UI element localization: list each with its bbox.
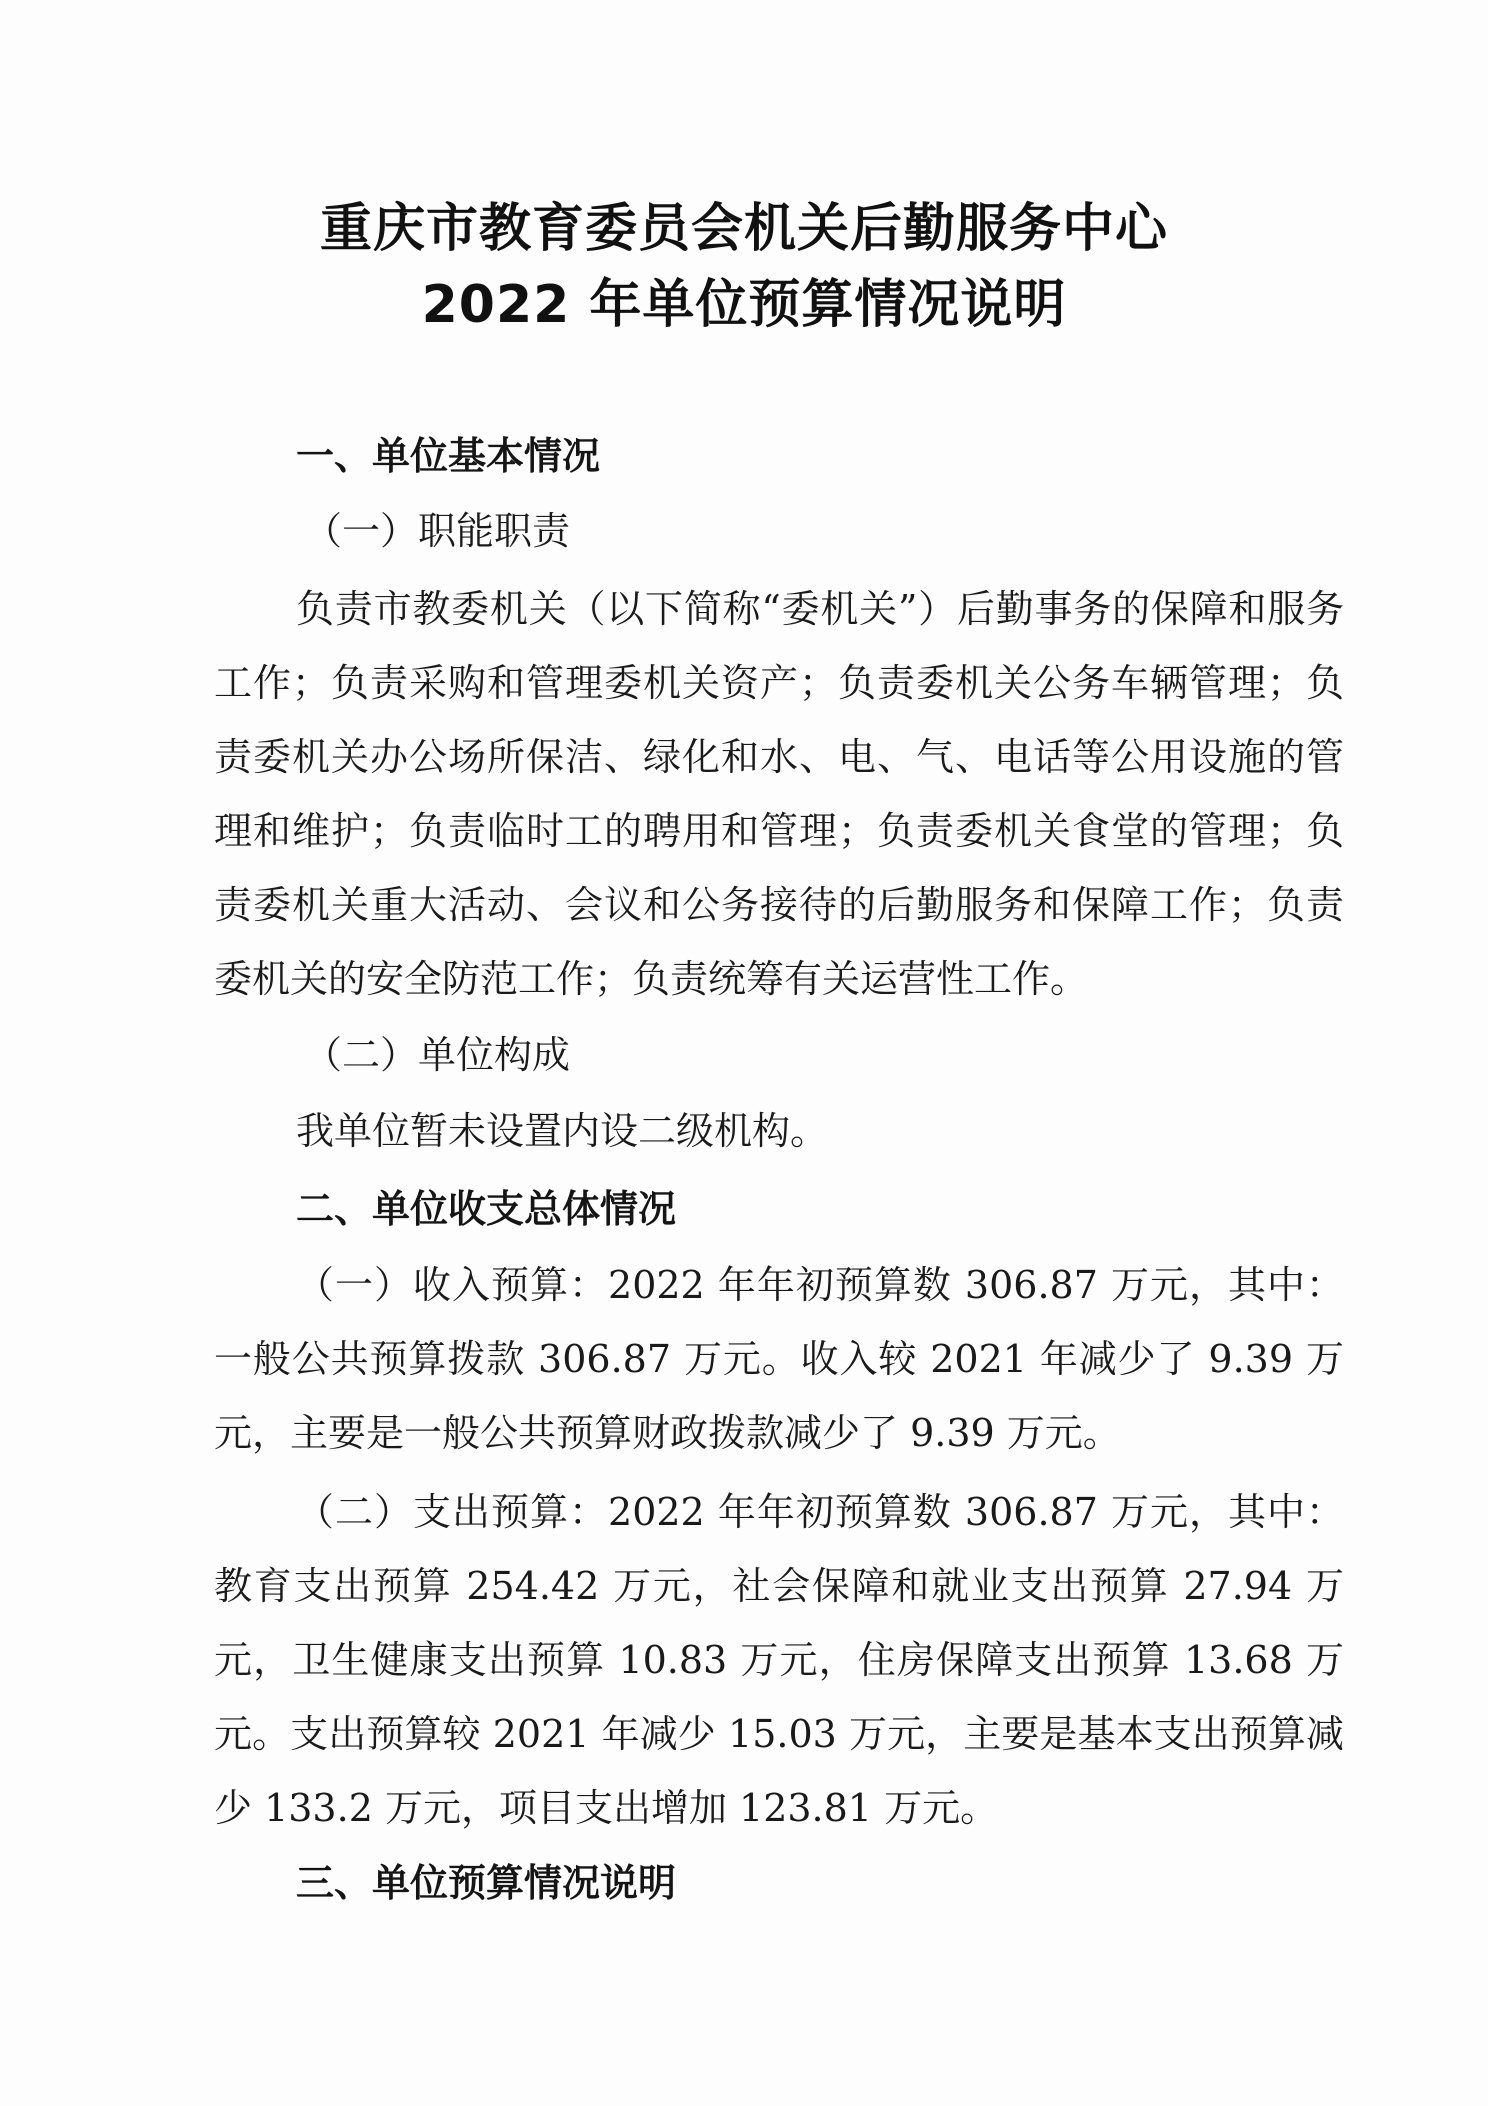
section-2-heading: 二、单位收支总体情况	[296, 1187, 677, 1231]
section-2-paragraph-2: （二）支出预算：2022 年年初预算数 306.87 万元，其中：教育支出预算 254.42 万元，社会保障和就业支出预算 27.94 万元，卫生健康支出预算 10.83 万元，住房保障支出预算 13.68 万元。支出预算较 2021 年减少 15.03 万元，主要是基本支出预算减少 133.2 万元，项目支出增加 123.81 万元。	[214, 1490, 1344, 1830]
section-3-heading: 三、单位预算情况说明	[296, 1861, 677, 1905]
document-title-line-1: 重庆市教育委员会机关后勤服务中心	[319, 199, 1168, 259]
section-1-paragraph-2: 我单位暂未设置内设二级机构。	[296, 1109, 829, 1153]
section-1-subheading-1: （一）职能职责	[304, 509, 571, 553]
document-body	[214, 0, 1344, 2106]
section-2-paragraph-1: （一）收入预算：2022 年年初预算数 306.87 万元，其中：一般公共预算拨款 306.87 万元。收入较 2021 年减少了 9.39 万元，主要是一般公共预算财政拨款减少了 9.39 万元。	[214, 1263, 1344, 1455]
section-1-heading: 一、单位基本情况	[296, 434, 601, 478]
section-1-paragraph-1: 负责市教委机关（以下简称“委机关”）后勤事务的保障和服务工作；负责采购和管理委机关资产；负责委机关公务车辆管理；负责委机关办公场所保洁、绿化和水、电、气、电话等公用设施的管理和维护；负责临时工的聘用和管理；负责委机关食堂的管理；负责委机关重大活动、会议和公务接待的后勤服务和保障工作；负责委机关的安全防范工作；负责统筹有关运营性工作。	[214, 587, 1344, 1001]
document-title-line-2: 2022 年单位预算情况说明	[421, 275, 1067, 335]
section-1-subheading-2: （二）单位构成	[304, 1033, 571, 1077]
